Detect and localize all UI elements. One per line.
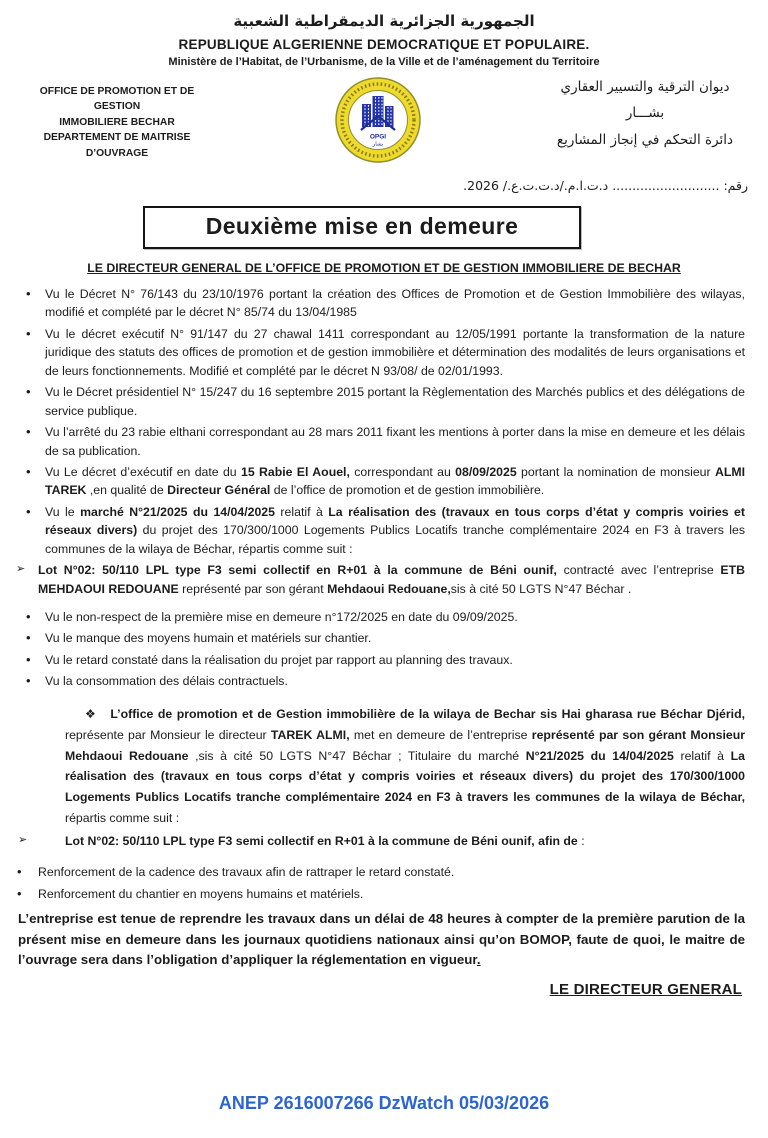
signature-title: LE DIRECTEUR GENERAL: [549, 981, 742, 999]
list-item: • Vu le marché N°21/2025 du 14/04/2025 relatif à La réalisation des (travaux en tous corps d’état y compris voiries et réseaux divers) du projet des 170/300/1000 Logements Publics Locatifs tranche complémentaire 2024 en F3 à travers les communes de la wilaya de Béchar, répartis comme suit :: [0, 503, 768, 558]
office-line-4: D’OUVRAGE: [85, 147, 149, 159]
arrow-bullet-icon: ➢: [18, 833, 28, 847]
arabic-office-line-1: ديوان الترقية والتسيير العقاري: [560, 79, 730, 95]
lot-02-contract-text: Lot N°02: 50/110 LPL type F3 semi collectif en R+01 à la commune de Béni ounif, contracté avec l’entreprise ETB MEHDAOUI REDOUANE représenté par son gérant Mehdaoui Redouane,sis à cité 50 LGTS N°47 Béchar .: [38, 563, 745, 596]
legal-references-list: [0, 285, 768, 558]
republic-title: REPUBLIQUE ALGERIENNE DEMOCRATIQUE ET POPULAIRE.: [178, 37, 590, 52]
letterhead-row: [0, 76, 768, 172]
logo-arabic-subtext: بشار: [372, 141, 384, 148]
required-actions-list: [0, 864, 768, 905]
formal-notice-paragraph: [65, 704, 745, 829]
list-item: • Vu le Décret N° 76/143 du 23/10/1976 portant la création des Offices de Promotion et de Gestion Immobilière des wilayas, modifié et complété par le décret N° 85/74 du 13/04/1985: [0, 285, 768, 322]
diamond-marker-icon: ❖: [85, 706, 97, 721]
deadline-warning-paragraph: L’entreprise est tenue de reprendre les travaux dans un délai de 48 heures à compter de la première parution de la présent mise en demeure dans les journaux quotidiens nationaux ainsi qu’on BOMOP, faute de quoi, le maitre de l’ouvrage sera dans l’obligation d’appliquer la réglementation en vigueur.: [18, 911, 745, 968]
arabic-office-block: [536, 74, 754, 153]
list-item: • Vu le décret exécutif N° 91/147 du 27 chawal 1411 correspondant au 12/05/1991 portante la transformation de la nature juridique des statuts des offices de promotion et de gestion immobilière et détermination des modalités de leurs organisations et de leurs fonctionnements. Modifié et complété par le décret N 93/08/ de 02/01/1993.: [0, 325, 768, 380]
list-item: • Vu le non-respect de la première mise en demeure n°172/2025 en date du 09/09/2025.: [0, 608, 768, 626]
office-address-block: [22, 84, 212, 161]
lot-02-contract-item: [0, 561, 768, 598]
list-item: • Renforcement du chantier en moyens humains et matériels.: [0, 886, 768, 904]
list-item: • Vu le retard constaté dans la réalisation du projet par rapport au planning des travaux.: [0, 651, 768, 669]
logo-acronym: OPGI: [369, 133, 387, 141]
arabic-office-line-3: دائرة التحكم في إنجاز المشاريع: [556, 131, 734, 148]
list-item: • Vu le Décret présidentiel N° 15/247 du 16 septembre 2015 portant la Règlementation des Marchés publics et des délégations de service publique.: [0, 383, 768, 420]
observations-list: [0, 608, 768, 691]
arabic-republic-title: الجمهورية الجزائرية الديمقراطية الشعبية: [233, 12, 535, 30]
ministry-line: Ministère de l’Habitat, de l’Urbanisme, de la Ville et de l’aménagement du Territoire: [168, 56, 600, 68]
office-line-1: OFFICE DE PROMOTION ET DE GESTION: [39, 86, 195, 113]
document-title-box: [143, 206, 581, 249]
opgi-seal-icon: [334, 76, 422, 164]
reference-number-line: رقم: ........................... د.ت.ا.م./د.ت.ت.ع./ 2026.: [463, 178, 748, 193]
formal-notice-text: L’office de promotion et de Gestion immobilière de la wilaya de Bechar sis Hai gharasa rue Béchar Djérid, représente par Monsieur le directeur TAREK ALMI, met en demeure de l’entreprise représenté par son gérant Monsieur Mehdaoui Redouane ,sis à cité 50 LGTS N°47 Béchar ; Titulaire du marché N°21/2025 du 14/04/2025 relatif à La réalisation des (travaux en tous corps d’état y compris voiries et réseaux divers) du projet des 170/300/1000 Logements Publics Locatifs tranche complémentaire 2024 en F3 à travers les communes de la wilaya de Béchar, répartis comme suit :: [65, 706, 746, 826]
opgi-logo: [334, 76, 422, 164]
office-line-3: DEPARTEMENT DE MAITRISE: [43, 132, 191, 144]
list-item: • Vu la consommation des délais contractuels.: [0, 672, 768, 690]
list-item: • Vu l’arrêté du 23 rabie elthani correspondant au 28 mars 2011 fixant les mentions à porter dans la mise en demeure et les délais de sa publication.: [0, 423, 768, 460]
list-item: • Renforcement de la cadence des travaux afin de rattraper le retard constaté.: [0, 864, 768, 882]
lot-02-purpose-item: [0, 832, 745, 850]
arabic-office-line-2: بشـــار: [625, 105, 665, 122]
document-title: Deuxième mise en demeure: [205, 213, 519, 239]
arrow-bullet-icon: ➢: [16, 562, 26, 576]
director-general-heading: LE DIRECTEUR GENERAL DE L’OFFICE DE PROMOTION ET DE GESTION IMMOBILIERE DE BECHAR: [87, 261, 681, 275]
list-item: • Vu Le décret d’exécutif en date du 15 Rabie El Aouel, correspondant au 08/09/2025 portant la nomination de monsieur ALMI TAREK ,en qualité de Directeur Général de l’office de promotion et de gestion immobilière.: [0, 463, 768, 500]
anep-publication-footer: ANEP 2616007266 DzWatch 05/03/2026: [218, 1093, 550, 1113]
lot-02-purpose-text: Lot N°02: 50/110 LPL type F3 semi collectif en R+01 à la commune de Béni ounif, afin de :: [65, 834, 585, 849]
list-item: • Vu le manque des moyens humain et matériels sur chantier.: [0, 629, 768, 647]
office-line-2: IMMOBILIERE BECHAR: [59, 116, 175, 128]
